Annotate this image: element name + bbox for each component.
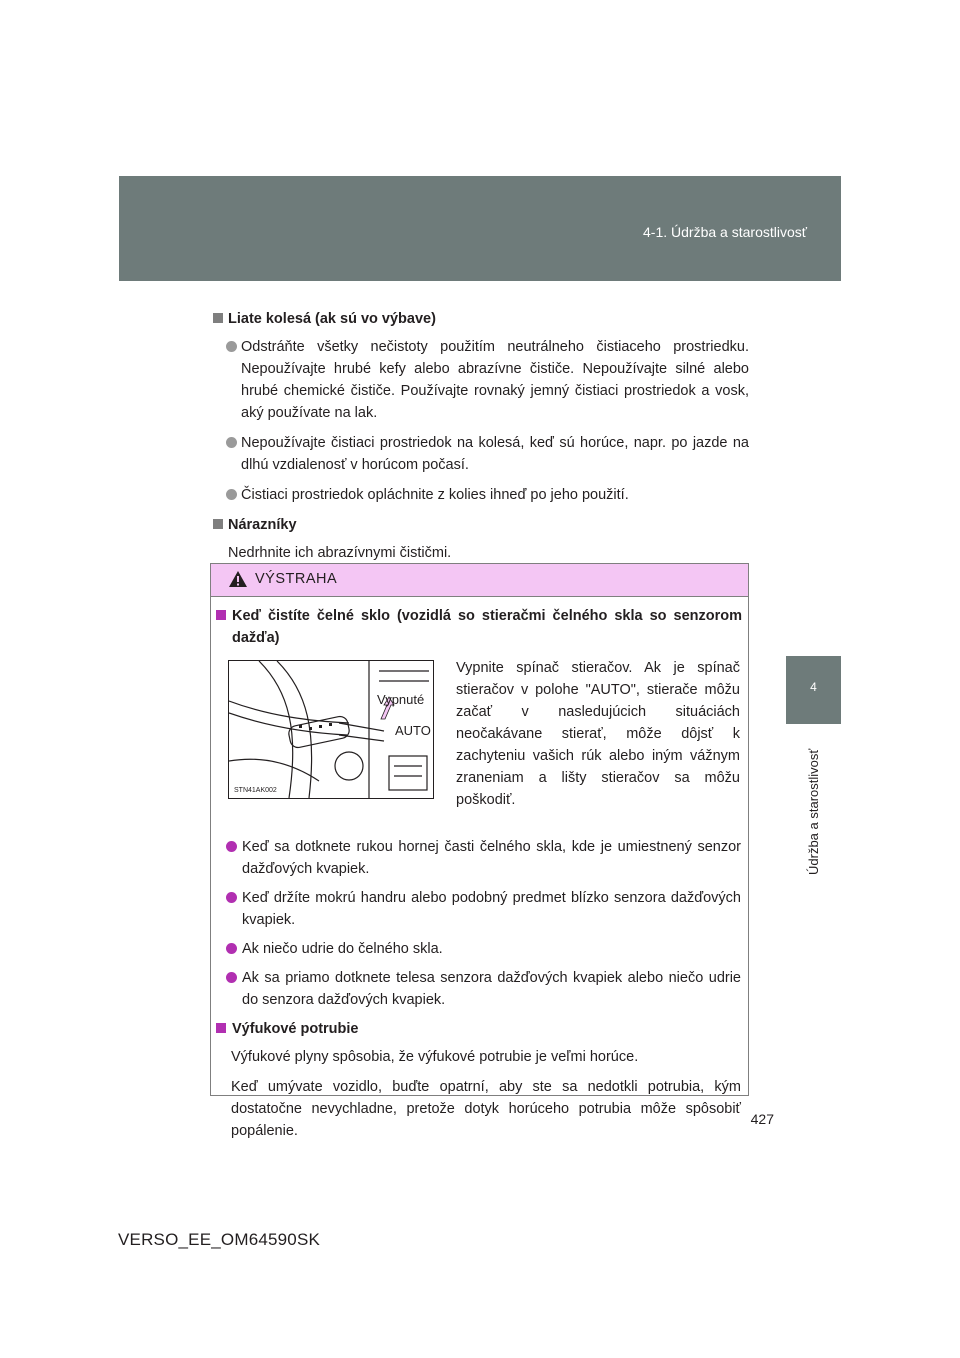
figure-label-off: Vypnuté — [377, 692, 425, 707]
figure-description: Vypnite spínač stieračov. Ak je spínač stieračov v polohe "AUTO", stierače môžu začať v nasledujúcich situáciách neočakávane stierať, môže dôjsť k zachyteniu vašich rúk alebo iným vážnym zraneniam a lišty stieračov sa môžu poškodiť. — [456, 660, 740, 808]
wheels-heading: Liate kolesá (ak sú vo výbave) — [211, 308, 749, 330]
wheels-bullet-3: Čistiaci prostriedok opláchnite z kolies ihneď po jeho použití. — [211, 484, 749, 506]
wheels-bullet-1: Odstráňte všetky nečistoty použitím neutrálneho čistiaceho prostriedku. Nepoužívajte hrubé kefy alebo abrazívne čističe. Nepoužívajte silné alebo hrubé chemické čističe. Používajte rovnaký jemný čistiaci prostriedok a vosk, aký používate na lak. — [211, 336, 749, 424]
exhaust-paragraph-2: Keď umývate vozidlo, buďte opatrní, aby ste sa nedotkli potrubia, kým dostatočne nevychladne, pretože dotyk horúceho potrubia môže spôsobiť popálenie. — [231, 1079, 741, 1139]
warning-bullet-1: Keď sa dotknete rukou hornej časti čelného skla, kde je umiestnený senzor dažďových kvapiek. — [211, 836, 748, 880]
exhaust-paragraph-1: Výfukové plyny spôsobia, že výfukové potrubie je veľmi horúce. — [231, 1049, 639, 1065]
wheels-bullet-2: Nepoužívajte čistiaci prostriedok na kolesá, keď sú horúce, napr. po jazde na dlhú vzdialenosť v horúcom počasí. — [211, 432, 749, 476]
warning-title-bar — [211, 564, 748, 597]
exhaust-heading: Výfukové potrubie — [211, 1018, 748, 1040]
chapter-number: 4 — [810, 680, 817, 694]
bumpers-text: Nedrhnite ich abrazívnymi čističmi. — [228, 545, 452, 561]
wiper-switch-figure — [228, 660, 434, 799]
warning-box — [210, 563, 749, 1139]
rain-sensor-heading: Keď čistíte čelné sklo (vozidlá so stieračmi čelného skla so senzorom dažďa) — [211, 605, 748, 649]
chapter-tab — [786, 656, 841, 724]
figure-code: STN41AK002 — [234, 787, 277, 794]
section-title: 4-1. Údržba a starostlivosť — [643, 224, 807, 240]
warning-bullet-3: Ak niečo udrie do čelného skla. — [211, 938, 748, 960]
footer-document-code: VERSO_EE_OM64590SK — [118, 1230, 321, 1249]
warning-title: VÝSTRAHA — [255, 571, 338, 587]
chapter-side-label — [797, 735, 827, 875]
warning-bullet-4: Ak sa priamo dotknete telesa senzora dažďových kvapiek alebo niečo udrie do senzora dažďových kvapiek. — [211, 967, 748, 1011]
warning-triangle-icon — [228, 570, 248, 588]
chapter-side-label-text: Údržba a starostlivosť — [806, 748, 821, 875]
warning-bullet-2: Keď držíte mokrú handru alebo podobný predmet blízko senzora dažďových kvapiek. — [211, 887, 748, 931]
bumpers-heading: Nárazníky — [211, 514, 749, 536]
main-content — [211, 308, 749, 572]
page-header — [119, 176, 841, 281]
page-number: 427 — [750, 1111, 774, 1127]
figure-label-auto: AUTO — [395, 723, 431, 738]
